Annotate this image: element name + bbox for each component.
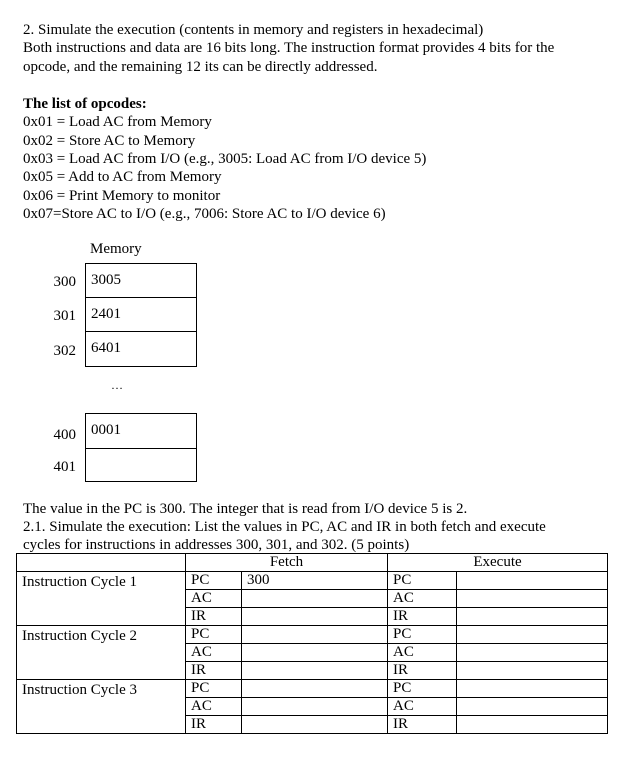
memory-address: 401: [53, 459, 76, 475]
opcode-item: 0x03 = Load AC from I/O (e.g., 3005: Load AC from I/O device 5): [23, 151, 427, 167]
table-row: [17, 680, 608, 698]
memory-value: 3005: [91, 272, 121, 288]
memory-cell: [85, 448, 197, 482]
memory-value: 6401: [91, 340, 121, 356]
problem-line-1: The value in the PC is 300. The integer that is read from I/O device 5 is 2.: [23, 501, 468, 517]
memory-address: 300: [53, 274, 76, 290]
opcode-item: 0x07=Store AC to I/O (e.g., 7006: Store AC to I/O device 6): [23, 206, 386, 222]
memory-value: 2401: [91, 306, 121, 322]
question-heading: 2. Simulate the execution (contents in memory and registers in hexadecimal): [23, 22, 484, 38]
cycle-label: Instruction Cycle 1: [17, 572, 186, 626]
register-label: PC: [186, 680, 242, 698]
table-row: [17, 626, 608, 644]
fetch-value-cell[interactable]: [242, 644, 388, 662]
register-label: PC: [186, 626, 242, 644]
execute-value-cell[interactable]: [457, 680, 608, 698]
execute-value-cell[interactable]: [457, 644, 608, 662]
execute-value-cell[interactable]: [457, 716, 608, 734]
register-label: AC: [388, 590, 457, 608]
memory-cell: [85, 263, 197, 298]
fetch-value-cell[interactable]: [242, 608, 388, 626]
register-label: AC: [388, 698, 457, 716]
opcodes-title: The list of opcodes:: [23, 96, 147, 112]
register-label: PC: [388, 572, 457, 590]
memory-cell: [85, 297, 197, 332]
execute-value-cell[interactable]: [457, 590, 608, 608]
register-label: AC: [388, 644, 457, 662]
cycle-label: Instruction Cycle 2: [17, 626, 186, 680]
problem-line-2: 2.1. Simulate the execution: List the values in PC, AC and IR in both fetch and execute: [23, 519, 546, 535]
execute-value-cell[interactable]: [457, 626, 608, 644]
intro-line-2: opcode, and the remaining 12 its can be directly addressed.: [23, 59, 378, 75]
fetch-value-cell[interactable]: [242, 662, 388, 680]
table-header-row: [17, 554, 608, 572]
register-label: PC: [388, 680, 457, 698]
register-label: AC: [186, 644, 242, 662]
fetch-value-cell[interactable]: [242, 626, 388, 644]
memory-cell: [85, 331, 197, 367]
cycle-label: Instruction Cycle 3: [17, 680, 186, 734]
execute-value-cell[interactable]: [457, 572, 608, 590]
opcode-item: 0x01 = Load AC from Memory: [23, 114, 212, 130]
execute-value-cell[interactable]: [457, 608, 608, 626]
execute-header: Execute: [388, 554, 608, 572]
memory-address: 301: [53, 308, 76, 324]
fetch-value-cell[interactable]: 300: [242, 572, 388, 590]
fetch-value-cell[interactable]: [242, 716, 388, 734]
fetch-header: Fetch: [186, 554, 388, 572]
table-row: [17, 572, 608, 590]
register-label: AC: [186, 698, 242, 716]
memory-ellipsis: …: [111, 378, 124, 392]
header-blank-cell: [17, 554, 186, 572]
opcode-item: 0x06 = Print Memory to monitor: [23, 188, 221, 204]
memory-cell: [85, 413, 197, 449]
simulation-table: [16, 553, 608, 734]
fetch-value-cell[interactable]: [242, 590, 388, 608]
opcode-item: 0x05 = Add to AC from Memory: [23, 169, 222, 185]
intro-line-1: Both instructions and data are 16 bits long. The instruction format provides 4 bits for the: [23, 40, 555, 56]
execute-value-cell[interactable]: [457, 662, 608, 680]
register-label: IR: [388, 608, 457, 626]
register-label: IR: [186, 662, 242, 680]
opcode-item: 0x02 = Store AC to Memory: [23, 133, 196, 149]
register-label: IR: [186, 716, 242, 734]
register-label: AC: [186, 590, 242, 608]
register-label: PC: [388, 626, 457, 644]
memory-address: 302: [53, 343, 76, 359]
memory-value: 0001: [91, 422, 121, 438]
register-label: IR: [388, 716, 457, 734]
fetch-value-cell[interactable]: [242, 680, 388, 698]
register-label: IR: [186, 608, 242, 626]
memory-address: 400: [53, 427, 76, 443]
problem-line-3: cycles for instructions in addresses 300, 301, and 302. (5 points): [23, 537, 410, 553]
memory-title: Memory: [90, 241, 142, 257]
fetch-value-cell[interactable]: [242, 698, 388, 716]
execute-value-cell[interactable]: [457, 698, 608, 716]
register-label: PC: [186, 572, 242, 590]
register-label: IR: [388, 662, 457, 680]
